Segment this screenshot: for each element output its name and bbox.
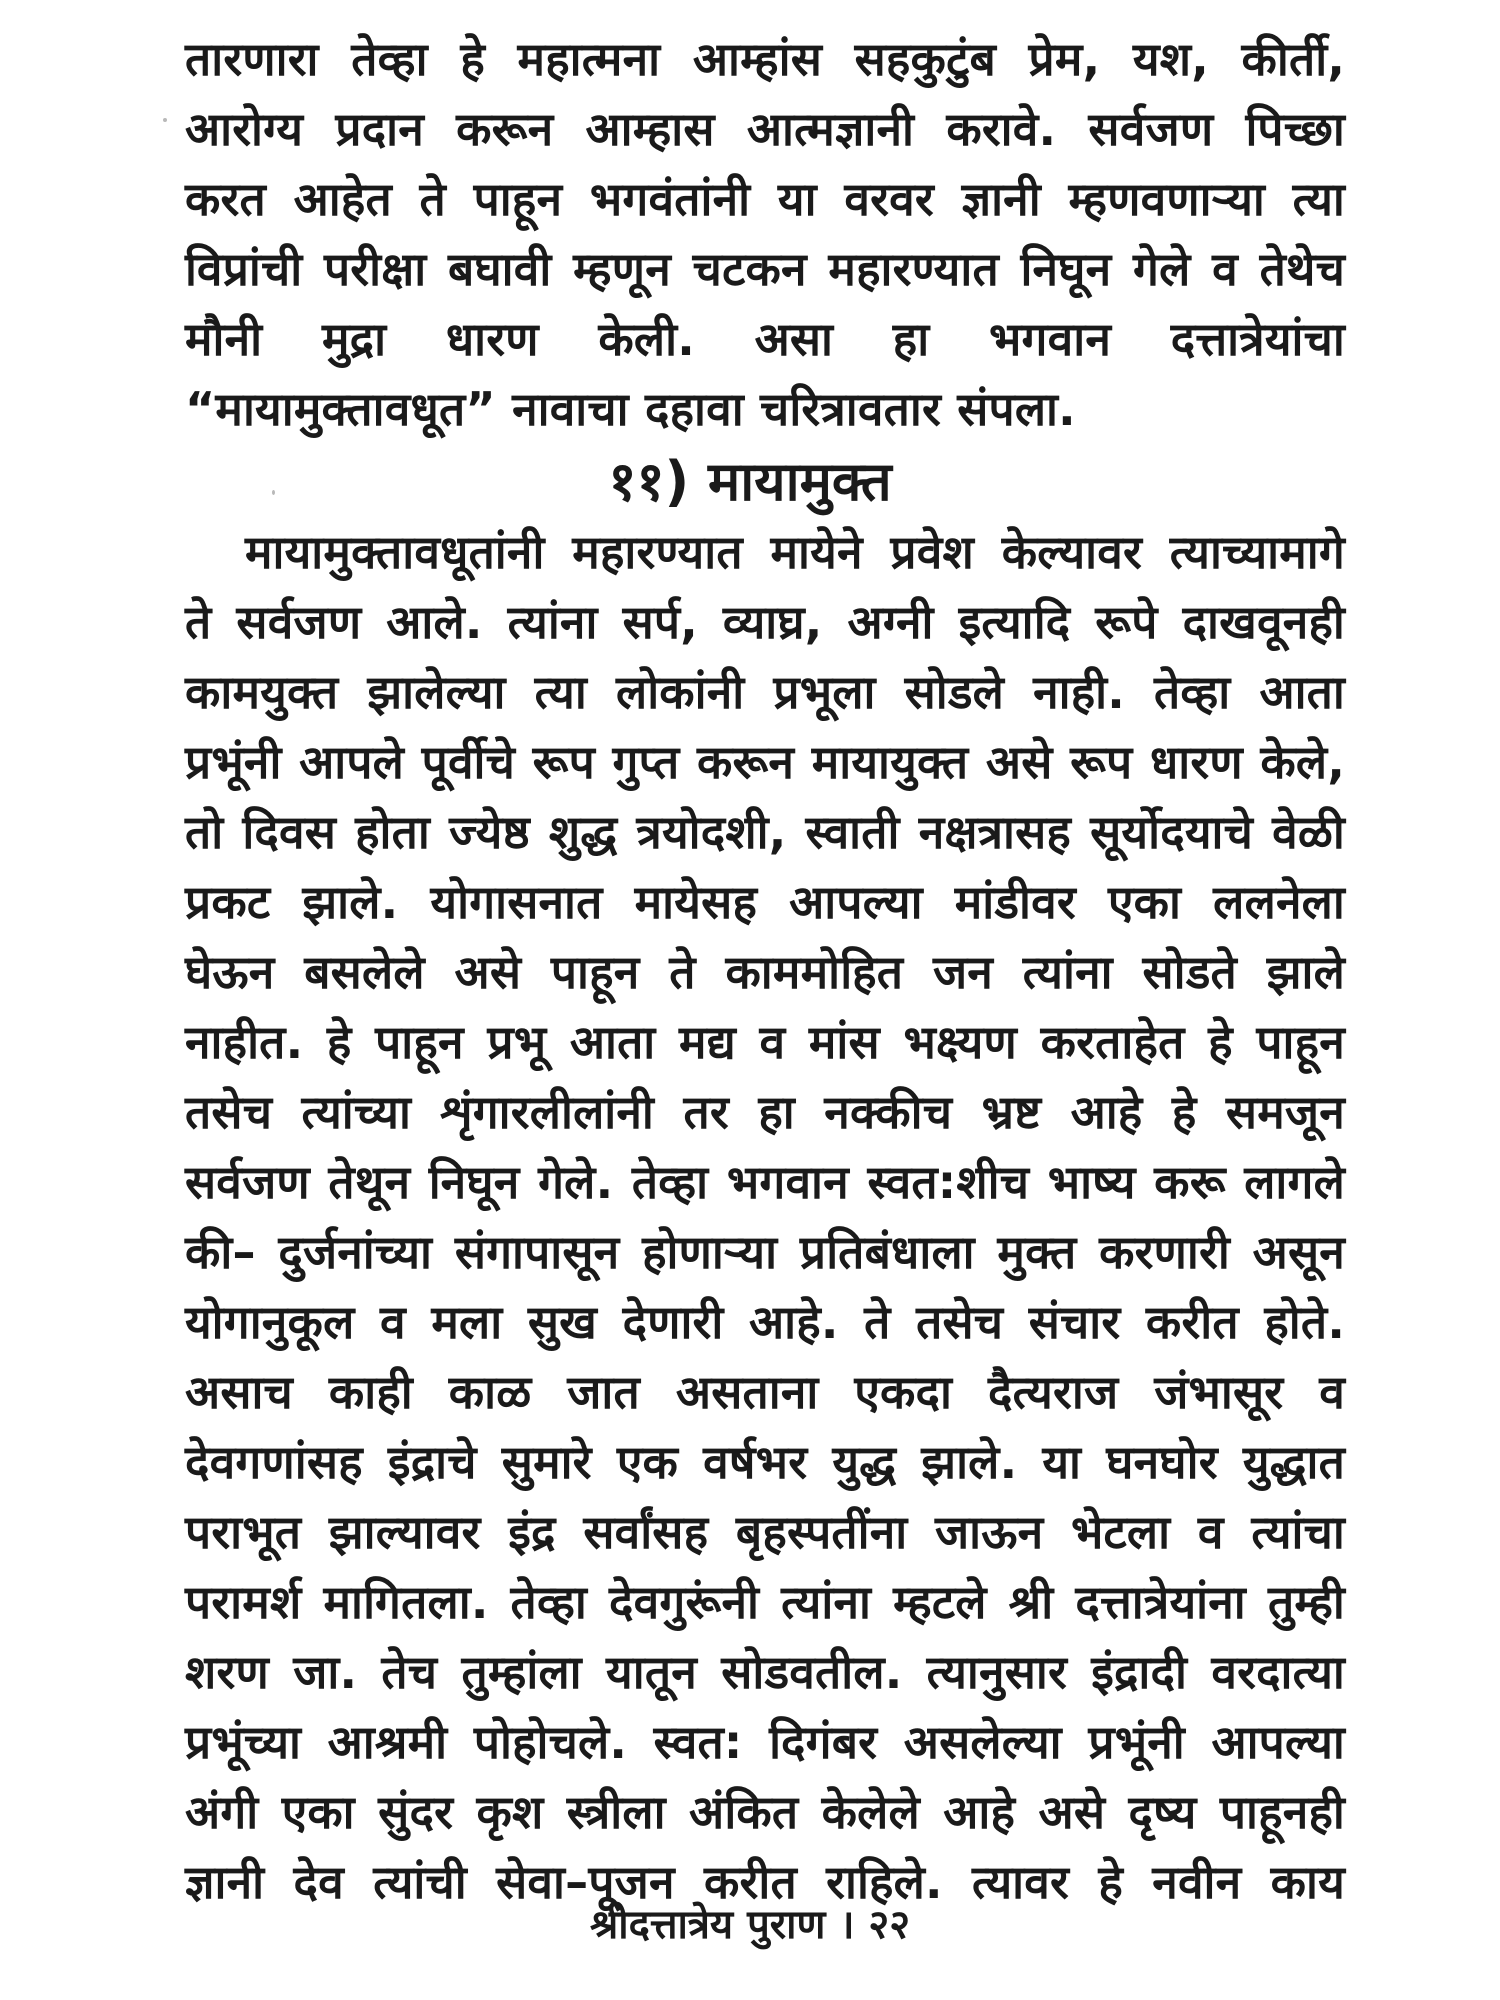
text-line: प्रभूंनी आपले पूर्वीचे रूप गुप्त करून मायायुक्त असे रूप धारण केले, [185,735,1345,789]
top-paragraph [185,24,1345,444]
text-line: अंगी एका सुंदर कृश स्त्रीला अंकित केलेले आहे असे दृष्य पाहूनही [185,1785,1345,1839]
text-line: तसेच त्यांच्या शृंगारलीलांनी तर हा नक्कीच भ्रष्ट आहे हे समजून [185,1085,1345,1139]
text-line: विप्रांची परीक्षा बघावी म्हणून चटकन महारण्यात निघून गेले व तेथेच [185,242,1345,296]
scan-speck [163,118,167,122]
text-line: आरोग्य प्रदान करून आम्हास आत्मज्ञानी करावे. सर्वजण पिच्छा [185,102,1345,156]
text-line: योगानुकूल व मला सुख देणारी आहे. ते तसेच संचार करीत होते. [185,1295,1345,1349]
text-line: देवगणांसह इंद्राचे सुमारे एक वर्षभर युद्ध झाले. या घनघोर युद्धात [185,1435,1345,1489]
text-line: “मायामुक्तावधूत” नावाचा दहावा चरित्रावतार संपला. [185,382,1076,436]
text-line: नाहीत. हे पाहून प्रभू आता मद्य व मांस भक्ष्यण करताहेत हे पाहून [185,1015,1345,1069]
body-paragraph [185,517,1345,1917]
section-heading: ११) मायामुक्त [608,450,892,513]
text-line: प्रभूंच्या आश्रमी पोहोचले. स्वत: दिगंबर असलेल्या प्रभूंनी आपल्या [185,1715,1345,1769]
text-line: परामर्श मागितला. तेव्हा देवगुरूंनी त्यांना म्हटले श्री दत्तात्रेयांना तुम्ही [185,1575,1345,1629]
text-line: ते सर्वजण आले. त्यांना सर्प, व्याघ्र, अग्नी इत्यादि रूपे दाखवूनही [185,595,1345,649]
text-line: ज्ञानी देव त्यांची सेवा–पूजन करीत राहिले. त्यावर हे नवीन काय [185,1855,1345,1909]
text-line: पराभूत झाल्यावर इंद्र सर्वांसह बृहस्पतींना जाऊन भेटला व त्यांचा [185,1505,1345,1559]
text-line: घेऊन बसलेले असे पाहून ते काममोहित जन त्यांना सोडते झाले [185,945,1345,999]
page-footer: श्रीदत्तात्रेय पुराण । २२ [589,1902,911,1948]
text-line: तो दिवस होता ज्येष्ठ शुद्ध त्रयोदशी, स्वाती नक्षत्रासह सूर्योदयाचे वेळी [185,805,1345,859]
text-line: तारणारा तेव्हा हे महात्मना आम्हांस सहकुटुंब प्रेम, यश, कीर्ती, [185,32,1345,86]
text-line: शरण जा. तेच तुम्हांला यातून सोडवतील. त्यानुसार इंद्रादी वरदात्या [185,1645,1345,1699]
scan-speck [272,490,275,495]
text-line: प्रकट झाले. योगासनात मायेसह आपल्या मांडीवर एका ललनेला [185,875,1345,929]
text-line: कामयुक्त झालेल्या त्या लोकांनी प्रभूला सोडले नाही. तेव्हा आता [185,665,1345,719]
text-line: मौनी मुद्रा धारण केली. असा हा भगवान दत्तात्रेयांचा [185,312,1345,366]
text-line: असाच काही काळ जात असताना एकदा दैत्यराज जंभासूर व [185,1365,1345,1419]
text-line: की– दुर्जनांच्या संगापासून होणाऱ्या प्रतिबंधाला मुक्त करणारी असून [185,1225,1345,1279]
text-line: करत आहेत ते पाहून भगवंतांनी या वरवर ज्ञानी म्हणवणाऱ्या त्या [185,172,1345,226]
text-line: मायामुक्तावधूतांनी महारण्यात मायेने प्रवेश केल्यावर त्याच्यामागे [245,525,1345,579]
text-line: सर्वजण तेथून निघून गेले. तेव्हा भगवान स्वत:शीच भाष्य करू लागले [185,1155,1345,1209]
